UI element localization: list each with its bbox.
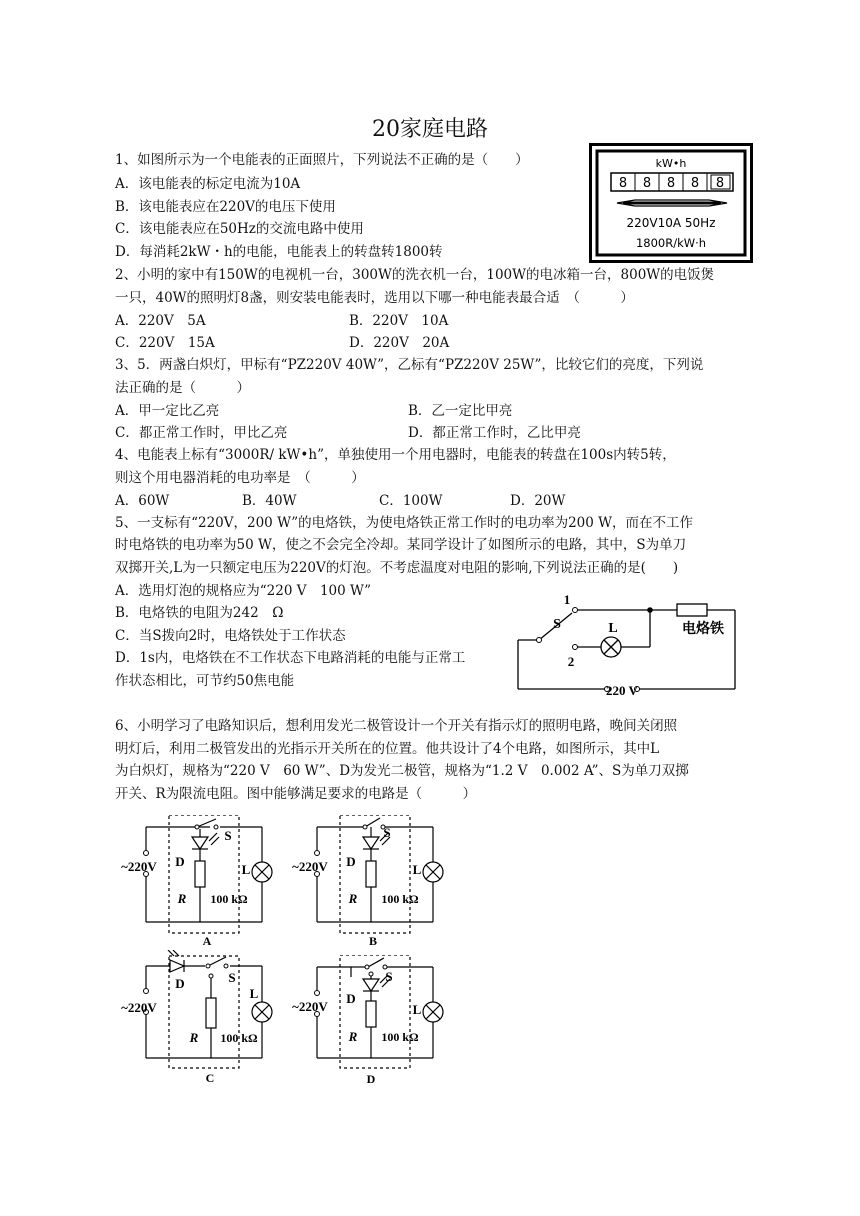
q5-option-c: C．当S拨向2时，电烙铁处于工作状态	[115, 628, 346, 644]
resistor-label: R	[177, 891, 187, 906]
circuit-d	[283, 955, 453, 1090]
q2-line-1: 2、小明的家中有150W的电视机一台，300W的洗衣机一台，100W的电冰箱一台，800W的电饭煲	[115, 267, 715, 283]
q5-option-b: B．电烙铁的电阻为242 Ω	[115, 605, 284, 621]
q2-option-d: D．220V 20A	[349, 335, 450, 351]
resistance-value: 100 kΩ	[381, 1030, 419, 1044]
q2-option-c: C．220V 15A	[115, 335, 215, 351]
resistor-label: R	[189, 1030, 199, 1045]
diode-label: D	[175, 976, 185, 991]
q4-line-1: 4、电能表上标有“3000R/ kW•h”，单独使用一个用电器时，电能表的转盘在100s内转5转，	[115, 447, 676, 463]
q1-option-b: B．该电能表应在220V的电压下使用	[115, 199, 336, 215]
circuit-c-label: C	[205, 1071, 215, 1085]
q1-option-c: C．该电能表应在50Hz的交流电路中使用	[115, 221, 364, 237]
q5-line-1: 5、一支标有“220V，200 W”的电烙铁，为使电烙铁正常工作时的电功率为200 W，而在不工作	[115, 515, 694, 531]
q3-line-2: 法正确的是（ ）	[115, 380, 250, 396]
switch-label: S	[383, 825, 391, 840]
circuit-a-label: A	[202, 934, 212, 948]
q1-option-d: D．每消耗2kW・h的电能，电能表上的转盘转1800转	[115, 244, 443, 260]
q5-option-a: A．选用灯泡的规格应为“220 V 100 W”	[115, 583, 372, 599]
q6-line-2: 明灯后，利用二极管发出的光指示开关所在的位置。他共设计了4个电路，如图所示，其中L	[115, 741, 660, 757]
meter-digit: 8	[618, 176, 628, 191]
q4-option-b: B．40W	[242, 493, 297, 509]
q1-option-a: A．该电能表的标定电流为10A	[115, 176, 301, 192]
resistance-value: 100 kΩ	[381, 892, 419, 906]
voltage-label: ~220V	[292, 999, 328, 1014]
circuit-a	[112, 815, 282, 950]
resistor-label: R	[348, 891, 358, 906]
switch-label: S	[385, 969, 393, 984]
meter-digit: 8	[715, 176, 725, 191]
circuit-b	[283, 815, 453, 950]
electric-meter-figure	[589, 143, 753, 263]
meter-digit: 8	[666, 176, 676, 191]
q6-line-4: 开关、R为限流电阻。图中能够满足要求的电路是（ ）	[115, 786, 477, 802]
page-title: 20家庭电路	[372, 117, 488, 142]
voltage-label: ~220V	[292, 859, 328, 874]
q2-option-b: B．220V 10A	[349, 313, 449, 329]
q3-option-c: C．都正常工作时，甲比乙亮	[115, 425, 288, 441]
meter-digit: 8	[690, 176, 700, 191]
q3-option-d: D．都正常工作时，乙比甲亮	[408, 425, 581, 441]
soldering-iron-circuit	[515, 594, 755, 698]
circuit-c	[112, 950, 282, 1090]
terminal-1-label: 1	[563, 594, 571, 607]
resistance-value: 100 kΩ	[220, 1031, 258, 1045]
q1-stem: 1、如图所示为一个电能表的正面照片，下列说法不正确的是（ ）	[115, 152, 529, 168]
q6-line-1: 6、小明学习了电路知识后，想利用发光二极管设计一个开关有指示灯的照明电路，晚间关闭照	[115, 718, 678, 734]
q5-option-d-line-2: 作状态相比，可节约50焦电能	[115, 673, 295, 689]
resistance-value: 100 kΩ	[210, 892, 248, 906]
diode-label: D	[175, 854, 185, 869]
lamp-label: L	[249, 986, 259, 1001]
meter-unit: kW•h	[655, 157, 687, 170]
diode-label: D	[346, 854, 356, 869]
lamp-label: L	[241, 862, 251, 877]
voltage-label: ~220V	[121, 1000, 157, 1015]
q3-option-a: A．甲一定比乙亮	[115, 403, 220, 419]
voltage-label: ~220V	[121, 859, 157, 874]
diode-label: D	[346, 991, 356, 1006]
lamp-label: L	[608, 621, 618, 636]
q3-line-1: 3、5．两盏白炽灯，甲标有“PZ220V 40W”，乙标有“PZ220V 25W”，比较它们的亮度，下列说	[115, 357, 704, 373]
switch-label: S	[224, 828, 232, 843]
switch-label: S	[553, 617, 561, 632]
q5-option-d-line-1: D．1s内，电烙铁在不工作状态下电路消耗的电能与正常工	[115, 650, 466, 666]
q5-line-3: 双掷开关,L为一只额定电压为220V的灯泡。不考虑温度对电阻的影响,下列说法正确的是( )	[115, 560, 679, 576]
voltage-label: 220 V	[606, 683, 638, 698]
q3-option-b: B．乙一定比甲亮	[408, 403, 513, 419]
meter-digit: 8	[642, 176, 652, 191]
q6-line-3: 为白炽灯，规格为“220 V 60 W”、D为发光二极管，规格为“1.2 V 0.002 A”、S为单刀双掷	[115, 763, 689, 779]
terminal-2-label: 2	[567, 654, 575, 669]
lamp-label: L	[412, 862, 422, 877]
resistor-label: R	[348, 1029, 358, 1044]
lamp-label: L	[412, 1002, 422, 1017]
switch-label: S	[228, 970, 236, 985]
iron-label: 电烙铁	[682, 622, 724, 637]
q5-line-2: 时电烙铁的电功率为50 W，使之不会完全冷却。某同学设计了如图所示的电路，其中，S为单刀	[115, 537, 687, 553]
circuit-d-label: D	[366, 1072, 376, 1086]
circuit-b-label: B	[368, 934, 378, 948]
q4-option-c: C．100W	[379, 493, 443, 509]
meter-spec: 220V10A 50Hz	[626, 216, 716, 230]
q4-option-a: A．60W	[115, 493, 170, 509]
q2-line-2: 一只，40W的照明灯8盏，则安装电能表时，选用以下哪一种电能表最合适 （ ）	[115, 290, 634, 306]
meter-rate: 1800R/kW·h	[635, 236, 707, 250]
q2-option-a: A．220V 5A	[115, 313, 206, 329]
q4-line-2: 则这个用电器消耗的电功率是 （ ）	[115, 470, 365, 486]
q4-option-d: D．20W	[510, 493, 566, 509]
